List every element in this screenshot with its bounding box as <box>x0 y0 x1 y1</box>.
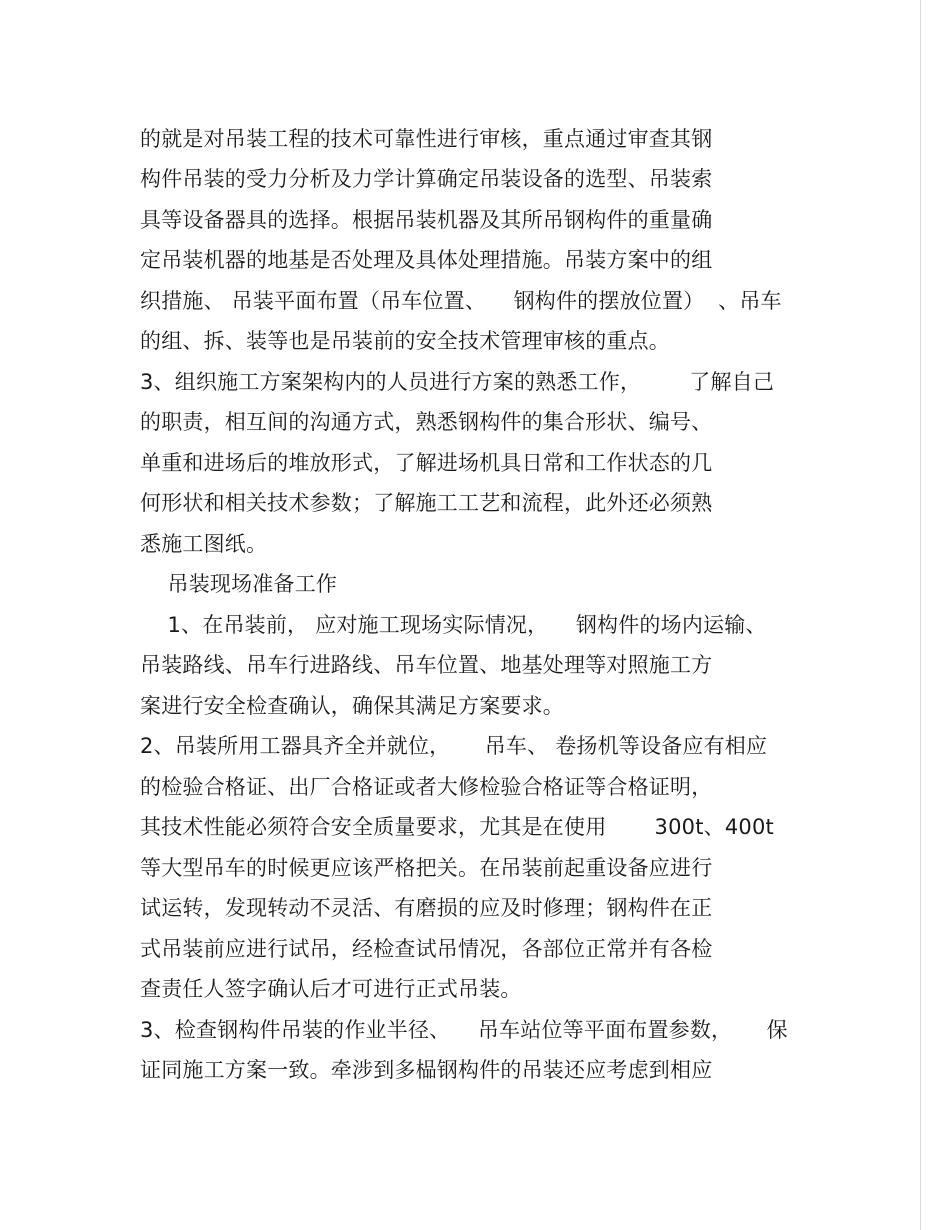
text-line: 的组、拆、装等也是吊装前的安全技术管理审核的重点。 <box>140 329 670 353</box>
text-line: 1、在吊装前， 应对施工现场实际情况， 钢构件的场内运输、 <box>140 613 767 637</box>
text-line: 式吊装前应进行试吊，经检查试吊情况，各部位正常并有各检 <box>140 937 713 961</box>
text-line: 的检验合格证、出厂合格证或者大修检验合格证等合格证明， <box>140 775 713 799</box>
text-line: 案进行安全检查确认，确保其满足方案要求。 <box>140 694 564 718</box>
page-edge-divider <box>920 0 921 1230</box>
text-line: 构件吊装的受力分析及力学计算确定吊装设备的选型、吊装索 <box>140 167 713 191</box>
text-line: 织措施、 吊装平面布置（吊车位置、 钢构件的摆放位置） 、吊车 <box>140 289 782 313</box>
text-line: 试运转，发现转动不灵活、有磨损的应及时修理；钢构件在正 <box>140 896 713 920</box>
text-line: 悉施工图纸。 <box>140 532 268 556</box>
text-line: 证同施工方案一致。牵涉到多榀钢构件的吊装还应考虑到相应 <box>140 1058 713 1082</box>
text-line: 3、检查钢构件吊装的作业半径、 吊车站位等平面布置参数， 保 <box>140 1018 788 1042</box>
text-line: 吊装路线、吊车行进路线、吊车位置、地基处理等对照施工方 <box>140 653 713 677</box>
text-line: 的职责，相互间的沟通方式，熟悉钢构件的集合形状、编号、 <box>140 410 713 434</box>
section-heading: 吊装现场准备工作 <box>140 572 338 596</box>
text-line: 等大型吊车的时候更应该严格把关。在吊装前起重设备应进行 <box>140 856 713 880</box>
text-line: 的就是对吊装工程的技术可靠性进行审核，重点通过审查其钢 <box>140 127 713 151</box>
text-line: 何形状和相关技术参数；了解施工工艺和流程，此外还必须熟 <box>140 491 713 515</box>
text-line: 其技术性能必须符合安全质量要求，尤其是在使用 300t、400t <box>140 815 774 839</box>
text-line: 2、吊装所用工器具齐全并就位， 吊车、 卷扬机等设备应有相应 <box>140 734 768 758</box>
text-line: 查责任人签字确认后才可进行正式吊装。 <box>140 977 522 1001</box>
text-line: 单重和进场后的堆放形式，了解进场机具日常和工作状态的几 <box>140 451 713 475</box>
text-line: 定吊装机器的地基是否处理及具体处理措施。吊装方案中的组 <box>140 248 713 272</box>
text-line: 3、组织施工方案架构内的人员进行方案的熟悉工作， 了解自己 <box>140 370 775 394</box>
text-line: 具等设备器具的选择。根据吊装机器及其所吊钢构件的重量确 <box>140 208 713 232</box>
